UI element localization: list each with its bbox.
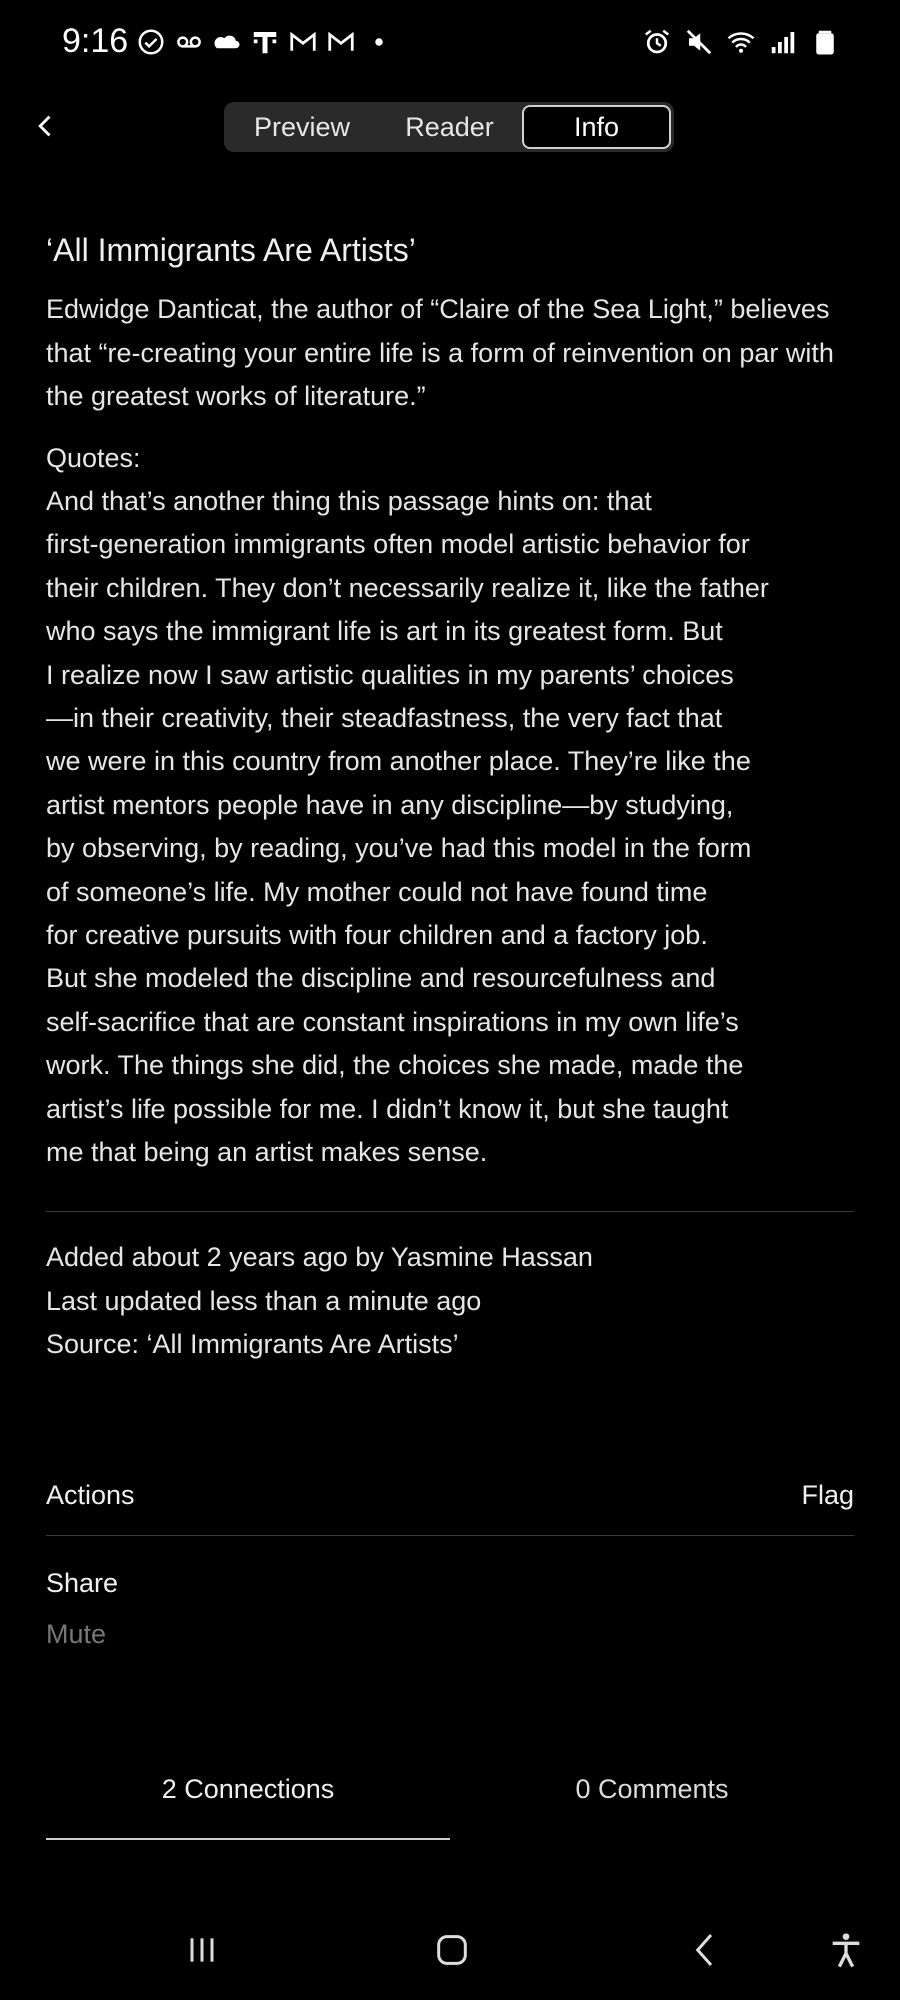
status-system-icons — [642, 26, 840, 58]
quote-line: work. The things she did, the choices she made, made the — [46, 1050, 744, 1081]
tab-preview[interactable]: Preview — [253, 111, 351, 142]
wifi-icon — [726, 26, 756, 58]
quotes-label: Quotes: — [46, 442, 141, 473]
block-info — [46, 226, 856, 1175]
added-by-text: Added about 2 years ago by Yasmine Hassan — [46, 1242, 593, 1272]
quote-line: who says the immigrant life is art in its greatest form. But — [46, 616, 723, 647]
status-bar — [0, 0, 900, 88]
quote-line: we were in this country from another place. They’re like the — [46, 746, 751, 777]
check-circle-icon — [136, 26, 166, 58]
t-mobile-icon — [250, 26, 280, 58]
quote-line: their children. They don’t necessarily realize it, like the father — [46, 572, 769, 603]
block-description: Edwidge Danticat, the author of “Claire of the Sea Light,” believes that “re-creating your entire life is a form of reinvention on par with the greatest works of literature.” — [46, 294, 834, 411]
recent-apps-icon — [182, 1930, 222, 1970]
quote-line: of someone’s life. My mother could not have found time — [46, 876, 708, 907]
system-navigation-bar — [0, 1900, 900, 2000]
header — [0, 96, 900, 160]
alarm-icon — [642, 26, 672, 58]
voicemail-icon — [174, 26, 204, 58]
share-button[interactable]: Share — [46, 1568, 119, 1598]
block-meta — [46, 1236, 593, 1367]
divider — [46, 1535, 854, 1536]
weather-icon — [212, 26, 242, 58]
view-mode-switcher — [224, 102, 674, 152]
tab-connections[interactable]: 2 Connections — [161, 1774, 335, 1804]
quote-line: for creative pursuits with four children and a factory job. — [46, 920, 708, 951]
block-title: ‘All Immigrants Are Artists’ — [46, 232, 416, 268]
recent-apps-button[interactable] — [180, 1928, 224, 1972]
flag-button[interactable]: Flag — [801, 1480, 854, 1510]
quote-line: by observing, by reading, you’ve had this model in the form — [46, 833, 752, 864]
active-tab-indicator — [46, 1838, 450, 1840]
battery-icon — [810, 26, 840, 58]
source-link[interactable]: Source: ‘All Immigrants Are Artists’ — [46, 1329, 459, 1359]
accessibility-button[interactable] — [824, 1928, 868, 1972]
quote-line: And that’s another thing this passage hints on: that — [46, 486, 652, 516]
quote-line: first-generation immigrants often model artistic behavior for — [46, 529, 750, 560]
quote-line: But she modeled the discipline and resourcefulness and — [46, 963, 716, 994]
last-updated-text: Last updated less than a minute ago — [46, 1285, 482, 1316]
home-button[interactable] — [430, 1928, 474, 1972]
accessibility-icon — [826, 1930, 866, 1970]
mute-icon — [684, 26, 714, 58]
status-time: 9:16 — [62, 22, 129, 60]
back-icon — [686, 1930, 726, 1970]
quote-line: artist mentors people have in any discipline—by studying, — [46, 789, 734, 820]
mute-button[interactable]: Mute — [46, 1619, 107, 1649]
quote-body — [46, 480, 856, 1175]
divider — [46, 1211, 854, 1212]
connections-comments-tabs — [46, 1774, 854, 1840]
signal-icon — [768, 26, 798, 58]
quote-line: I realize now I saw artistic qualities in my parents’ choices — [46, 659, 734, 690]
dot-icon — [364, 26, 394, 58]
quote-line: —in their creativity, their steadfastness, the very fact that — [46, 703, 723, 734]
gmail-icon — [326, 26, 356, 58]
system-back-button[interactable] — [684, 1928, 728, 1972]
back-button[interactable] — [26, 106, 66, 146]
status-notification-icons — [136, 26, 394, 58]
quote-line: artist’s life possible for me. I didn’t know it, but she taught — [46, 1093, 729, 1124]
tab-comments[interactable]: 0 Comments — [575, 1774, 729, 1804]
chevron-left-icon — [32, 112, 60, 140]
gmail-icon — [288, 26, 318, 58]
tab-info[interactable]: Info — [522, 105, 671, 149]
tab-reader[interactable]: Reader — [405, 111, 494, 142]
quote-line: self-sacrifice that are constant inspirations in my own life’s — [46, 1006, 739, 1037]
actions-heading: Actions — [46, 1480, 135, 1510]
home-icon — [432, 1930, 472, 1970]
quote-line: me that being an artist makes sense. — [46, 1137, 488, 1168]
